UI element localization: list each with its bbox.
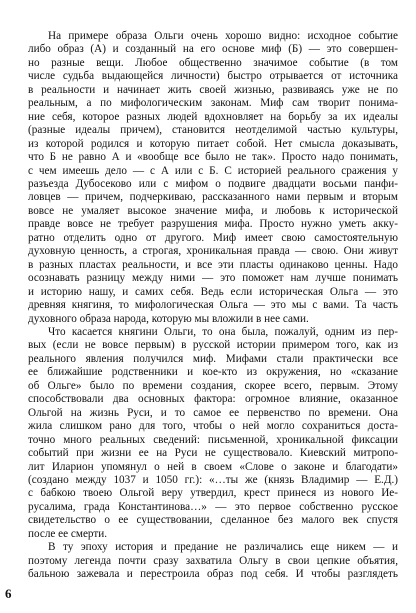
- paragraph-1: [28, 30, 398, 326]
- text-line: событий при жизни ее на Руси не существовало. Киевский митропо-: [28, 447, 398, 460]
- text-line: Ольгой на жизнь Руси, и то самое ее первенство по времени. Она: [28, 406, 398, 419]
- text-line: с бабкою твоею Ольгой веру утвердил, крест принеся из нового Ие-: [28, 487, 398, 500]
- text-line: бальною зажевала и перестроила образ под себя. И чтобы разглядеть: [28, 568, 398, 581]
- text-line: способствовали два основных фактора: огромное влияние, оказанное: [28, 393, 398, 406]
- text-line: что Б не равно А и «вообще все было не так». Просто надо понимать,: [28, 151, 398, 164]
- text-line: ее ближайшие родственники и кое-кто из окружения, но «сказание: [28, 366, 398, 379]
- text-line: из которой родился и которую питает собой. Нет смысла доказывать,: [28, 137, 398, 150]
- text-line: ние себя, которое разных людей вдохновляет на борьбу за их идеалы: [28, 110, 398, 123]
- text-line: реального явления получился миф. Мифами стали практически все: [28, 352, 398, 365]
- text-line: в разных пластах реальности, и все эти пласты одинаково ценны. Надо: [28, 258, 398, 271]
- text-line: в реальности и начинает жить своей жизнью, развиваясь уже не по: [28, 83, 398, 96]
- book-page-text: [28, 30, 398, 582]
- text-line: либо образ (А) и созданный на его основе миф (Б) — это совершен-: [28, 43, 398, 56]
- text-line: Что касается княгини Ольги, то она была, пожалуй, одним из пер-: [48, 325, 398, 338]
- text-line: поэтому легенда почти сразу захватила Ольгу в свои цепкие объятия,: [28, 554, 398, 567]
- text-line: (разные идеалы причем), становится неотделимой частью культуры,: [28, 124, 398, 137]
- page-number: 6: [5, 586, 12, 601]
- text-line: точно много реальных сведений: письменной, хроникальной фиксации: [28, 433, 398, 446]
- text-line: вовсе не умаляет высокое значение мифа, и любовь к исторической: [28, 204, 398, 217]
- text-line: духовную ценность, а строгая, хроникальная правда — свою. Они живут: [28, 245, 398, 258]
- text-line: свидетельство о ее существовании, сделанное без малого век спустя: [28, 514, 398, 527]
- text-line: с чем имеешь дело — с А или с Б. С историей реального сражения у: [28, 164, 398, 177]
- text-line: В ту эпоху история и предание не различались еще никем — и: [48, 541, 398, 554]
- text-line: после ее смерти.: [28, 527, 108, 540]
- text-line: разъезда Дубосеково или с мифом о подвиге двадцати восьми панфи-: [28, 177, 398, 190]
- text-line: об Ольге» было по времени создания, скорее всего, первым. Этому: [28, 379, 398, 392]
- text-line: жила слишком рано для того, чтобы о ней могло сохраниться доста-: [28, 420, 398, 433]
- text-line: реальным, а по мифологическим законам. Миф сам творит понима-: [28, 97, 398, 110]
- text-line: (создано между 1037 и 1050 гг.): «…ты же (князь Владимир — Е.Д.): [28, 473, 398, 486]
- text-line: осознавать разницу между ними — это поможет нам лучше понимать: [28, 272, 398, 285]
- text-line: ловцев — причем, подчеркиваю, рассказанного нами первым и вторым: [28, 191, 398, 204]
- text-line: числе судьба выдающейся личности) быстро отрывается от источника: [28, 70, 398, 83]
- text-line: вых (если не вовсе первым) в русской истории примером того, как из: [28, 339, 398, 352]
- text-line: древняя княгиня, то мифологическая Ольга — это мы с вами. Та часть: [28, 299, 398, 312]
- paragraph-2: [28, 326, 398, 541]
- text-line: и историю нашу, и самих себя. Ведь если историческая Ольга — это: [28, 285, 398, 298]
- text-line: правде вовсе не требует разрушения мифа. Просто нужно уметь акку-: [28, 218, 398, 231]
- text-line: но разные вещи. Любое общественно значимое событие (в том: [28, 56, 398, 69]
- text-line: ратно отделить одно от другого. Миф имеет свою самостоятельную: [28, 231, 398, 244]
- text-line: лит Иларион упомянул о ней в своем «Слове о законе и благодати»: [28, 460, 398, 473]
- text-line: духовного образа народа, которую мы вложили в нее сами.: [28, 312, 309, 325]
- paragraph-3: [28, 541, 398, 581]
- text-line: На примере образа Ольги очень хорошо видно: исходное событие: [48, 30, 398, 42]
- text-line: русалима, града Константинова…» — это первое собственно русское: [28, 500, 398, 513]
